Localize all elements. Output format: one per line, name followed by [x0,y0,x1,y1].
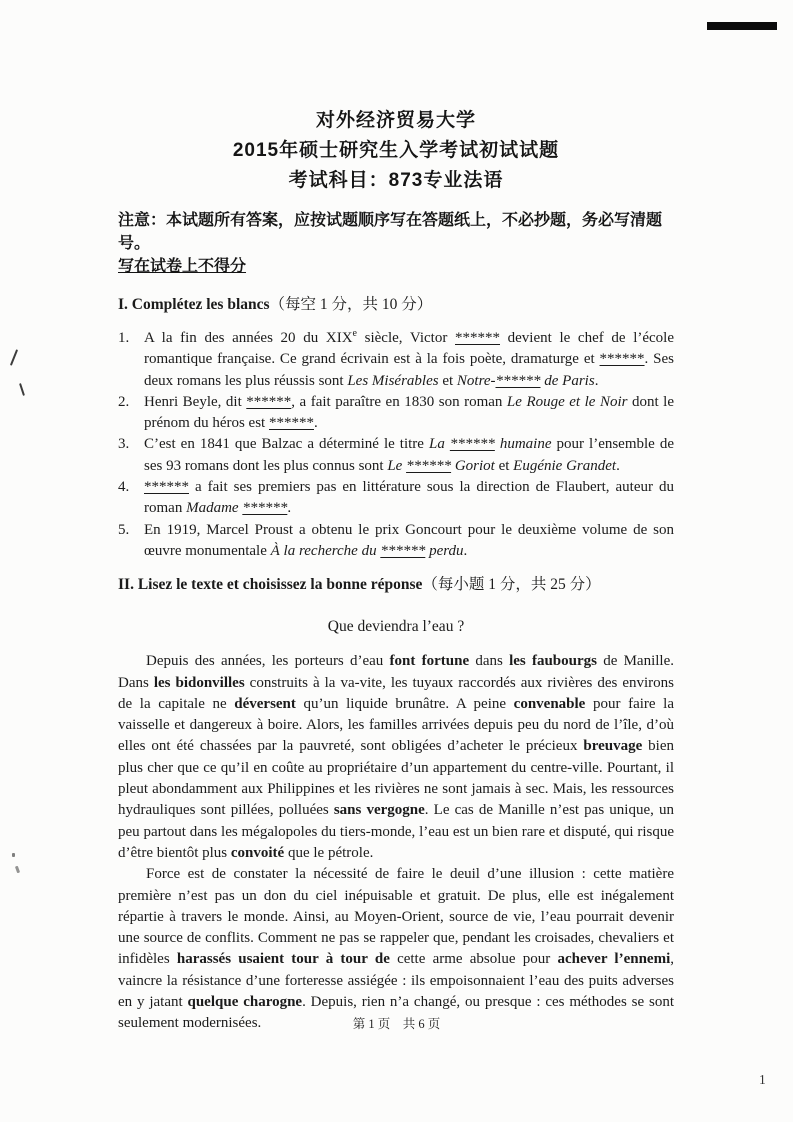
scan-artifact-black-bar [707,22,777,30]
question-number: 4. [118,479,130,496]
page-footer: 第 1 页 共 6 页 [352,1017,441,1031]
corner-page-number: 1 [759,1072,766,1087]
section-1-heading-fr: I. Complétez les blancs [118,296,270,313]
university-title: 对外经济贸易大学 [315,110,476,131]
question-text: A la fin des années 20 du XIXe siècle, Victor ****** devient le chef de l’école romantique française. Ce grand écrivain est à la fois poète, dramaturge et ******. Ses deux romans les plus réussis sont Les Misérables et Notre-****** de Paris. [144,328,675,389]
subject-title: 考试科目：873专业法语 [288,170,504,191]
pen-mark [10,349,18,366]
question-number: 1. [118,330,130,346]
title-block [118,106,674,196]
pen-mark [19,383,25,396]
pen-mark [12,853,15,857]
exam-notice [118,209,674,278]
exam-title: 2015年硕士研究生入学考试初试试题 [232,140,560,161]
question-text: C’est en 1841 que Balzac a déterminé le titre La ****** humaine pour l’ensemble de ses 93 romans dont les plus connus sont Le ****** Goriot et Eugénie Grandet. [144,436,675,474]
question-text: En 1919, Marcel Proust a obtenu le prix Goncourt pour le deuxième volume de son œuvre monumentale À la recherche du ****** perdu. [144,521,674,559]
question-text: Henri Beyle, dit ******, a fait paraître en 1830 son roman Le Rouge et le Noir dont le prénom du héros est ******. [144,393,674,432]
question-number: 3. [118,436,130,453]
section-2-heading-fr: II. Lisez le texte et choisissez la bonne réponse [118,576,423,594]
question-number: 2. [118,393,130,410]
question-item-5 [118,520,674,563]
section-1-heading-cn: （每空 1 分，共 10 分） [269,296,433,313]
reading-paragraph-2: Force est de constater la nécessité de faire le deuil d’une illusion : cette matière première n’est pas un don du ciel inépuisable et gratuit. De plus, elle est inégalement répartie à travers le monde. Ainsi, au Moyen-Orient, source de vie, l’eau pourrait devenir une source de conflits. Comment ne pas se rappeler que, pendant les croisades, chevaliers et infidèles harassés usaient tour à tour de cette arme absolue pour achever l’ennemi, vaincre la résistance d’une forteresse assiégée : ils empoisonnaient l’eau des puits adverses en y jatant quelque charogne. Depuis, rien n’a changé, ou presque : ces méthodes se sont seulement modernisées. [118,866,674,1032]
question-item-1 [118,328,674,392]
reading-text-title: Que deviendra l’eau ? [327,618,465,636]
question-item-2 [118,392,674,435]
pen-mark [15,866,20,874]
section-1-heading [118,294,674,316]
question-item-4 [118,477,674,520]
question-item-3 [118,434,674,477]
section-2-heading-cn: （每小题 1 分，共 25 分） [422,576,601,594]
reading-paragraph-1: Depuis des années, les porteurs d’eau font fortune dans les faubourgs de Manille. Dans les bidonvilles construits à la va-vite, les tuyaux raccordés aux rivières des environs de la capitale ne déversent qu’un liquide brunâtre. A peine convenable pour faire la vaisselle et dangereux à boire. Alors, les familles arrivées depuis peu du nord de l’île, d’où elles ont été chassées par la pauvreté, sont obligées d’acheter le précieux breuvage bien plus cher que ce qu’il en coûte au propriétaire d’un appartement du centre-ville. Pourtant, il pleut abondamment aux Philippines et les rivières ne sont jamais à sec. Mais, les ressources hydrauliques sont pillées, polluées sans vergogne. Le cas de Manille n’est pas unique, un peu partout dans les mégalopoles du tiers-monde, l’eau est un bien rare et disputé, qui risque d’être bientôt plus convoité que le pétrole. [118,653,675,861]
notice-line-2: 写在试卷上不得分 [118,258,247,275]
question-number: 5. [118,521,130,538]
notice-line-1: 注意：本试题所有答案，应按试题顺序写在答题纸上，不必抄题，务必写清题号。 [118,212,663,252]
page-content [118,106,674,1035]
question-text: ****** a fait ses premiers pas en littérature sous la direction de Flaubert, auteur du roman Madame ******. [144,479,674,517]
section-2-heading [118,574,674,596]
blanks-question-list [118,328,674,562]
